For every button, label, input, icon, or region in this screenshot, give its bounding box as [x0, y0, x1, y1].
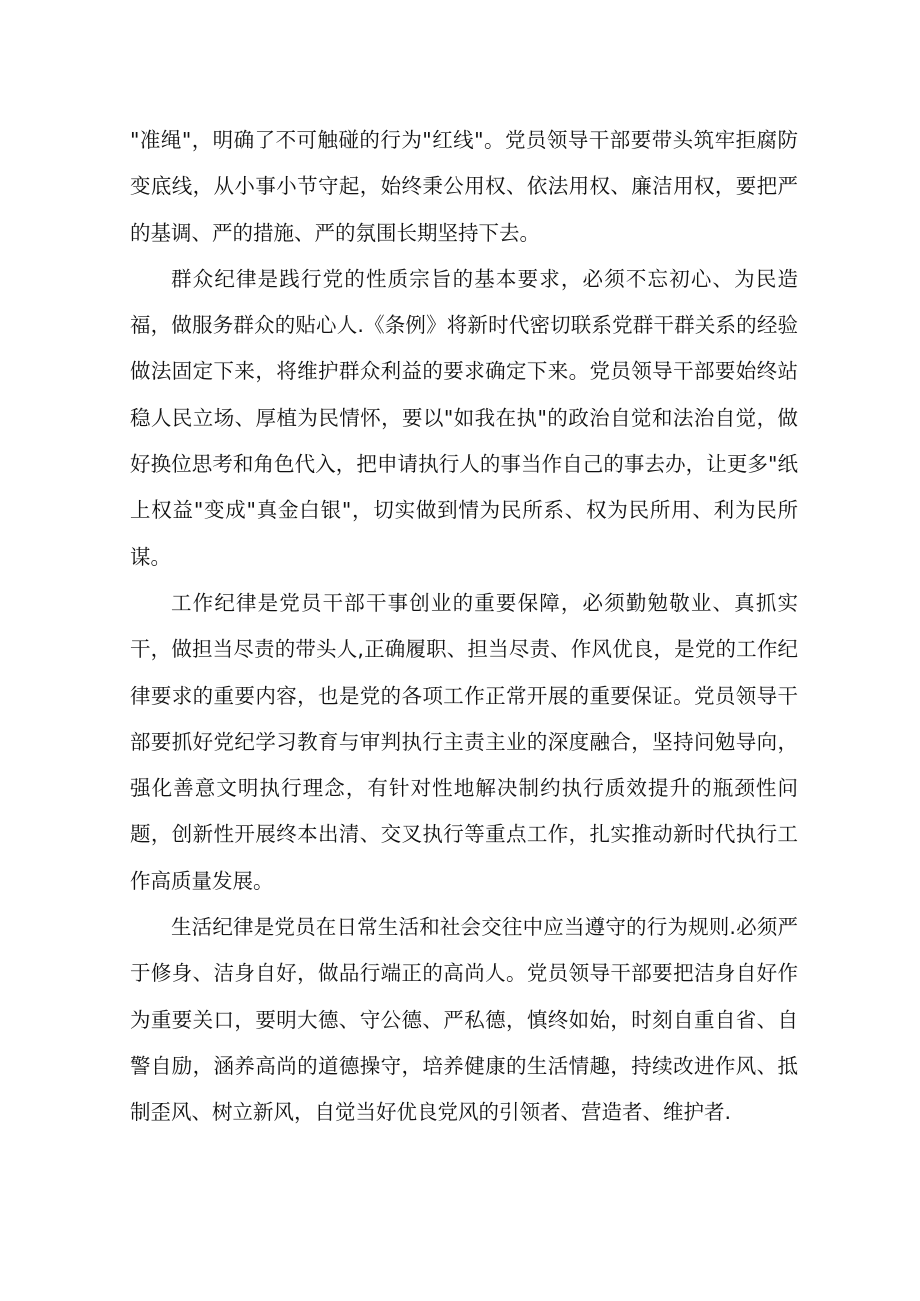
paragraph-mass-discipline: 群众纪律是践行党的性质宗旨的基本要求，必须不忘初心、为民造福，做服务群众的贴心人.《条例》将新时代密切联系党群干群关系的经验做法固定下来，将维护群众利益的要求确定下来。党员领导干部要始终站稳人民立场、厚植为民情怀，要以"如我在执"的政治自觉和法治自觉，做好换位思考和角色代入，把申请执行人的事当作自己的事去办，让更多"纸上权益"变成"真金白银"，切实做到情为民所系、权为民所用、利为民所谋。 [130, 266, 798, 569]
paragraph-work-discipline: 工作纪律是党员干部干事创业的重要保障，必须勤勉敬业、真抓实干，做担当尽责的带头人,正确履职、担当尽责、作风优良，是党的工作纪律要求的重要内容，也是党的各项工作正常开展的重要保证。党员领导干部要抓好党纪学习教育与审判执行主责主业的深度融合，坚持问勉导向，强化善意文明执行理念，有针对性地解决制约执行质效提升的瓶颈性问题，创新性开展终本出清、交叉执行等重点工作，扎实推动新时代执行工作高质量发展。 [130, 590, 798, 893]
paragraph-upright-discipline-tail: "准绳"，明确了不可触碰的行为"红线"。党员领导干部要带头筑牢拒腐防变底线，从小事小节守起，始终秉公用权、依法用权、廉洁用权，要把严的基调、严的措施、严的氛围长期坚持下去。 [130, 128, 798, 245]
document-body [130, 117, 798, 1136]
paragraph-life-discipline: 生活纪律是党员在日常生活和社会交往中应当遵守的行为规则.必须严于修身、洁身自好，做品行端正的高尚人。党员领导干部要把洁身自好作为重要关口，要明大德、守公德、严私德，慎终如始，时刻自重自省、自警自励，涵养高尚的道德操守，培养健康的生活情趣，持续改进作风、抵制歪风、树立新风，自觉当好优良党风的引领者、营造者、维护者. [130, 915, 798, 1125]
